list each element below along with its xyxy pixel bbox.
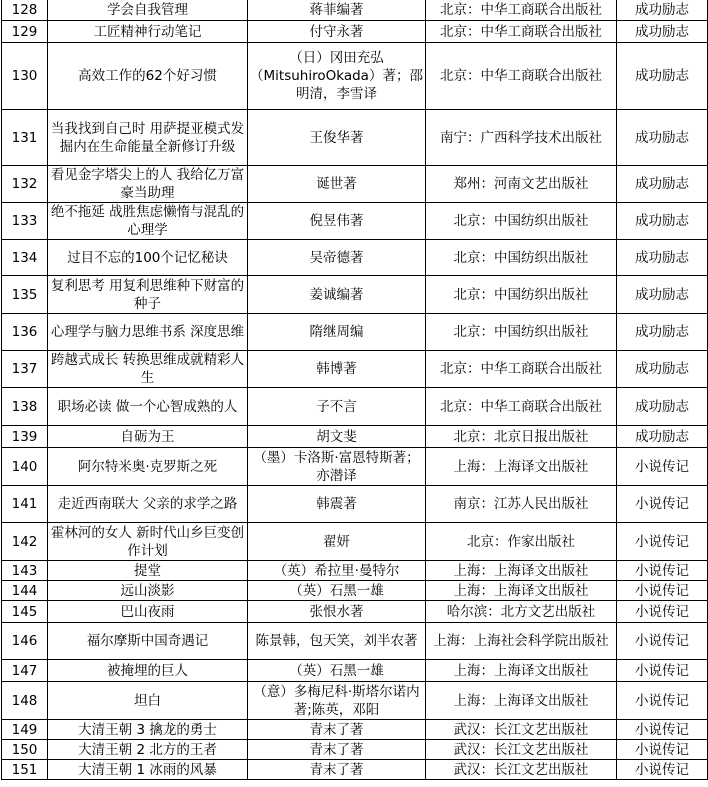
book-author: 青末了著	[248, 760, 426, 780]
table-row	[2, 21, 708, 43]
book-author: 翟妍	[248, 523, 426, 561]
table-row	[2, 0, 708, 21]
row-number: 134	[2, 240, 48, 276]
book-category: 小说传记	[617, 581, 708, 601]
row-number: 139	[2, 426, 48, 448]
table-row	[2, 166, 708, 203]
book-author: 青末了著	[248, 740, 426, 760]
table-row	[2, 276, 708, 314]
table-row	[2, 426, 708, 448]
book-title: 提堂	[48, 561, 248, 581]
book-author: 韩博著	[248, 351, 426, 388]
row-number: 136	[2, 314, 48, 351]
book-category: 成功励志	[617, 203, 708, 240]
book-author: 姜诚编著	[248, 276, 426, 314]
book-category: 成功励志	[617, 110, 708, 166]
table-row	[2, 240, 708, 276]
row-number: 128	[2, 0, 48, 21]
book-publisher: 郑州：河南文艺出版社	[426, 166, 617, 203]
book-publisher: 武汉：长江文艺出版社	[426, 740, 617, 760]
book-author: 隋继周编	[248, 314, 426, 351]
book-title: 当我找到自己时 用萨提亚模式发掘内在生命能量全新修订升级	[48, 110, 248, 166]
book-category: 小说传记	[617, 660, 708, 682]
book-title: 走近西南联大 父亲的求学之路	[48, 486, 248, 523]
row-number: 141	[2, 486, 48, 523]
book-category: 小说传记	[617, 720, 708, 740]
book-publisher: 南宁：广西科学技术出版社	[426, 110, 617, 166]
book-author: 韩震著	[248, 486, 426, 523]
row-number: 144	[2, 581, 48, 601]
row-number: 132	[2, 166, 48, 203]
row-number: 151	[2, 760, 48, 780]
book-category: 成功励志	[617, 166, 708, 203]
book-title: 霍林河的女人 新时代山乡巨变创作计划	[48, 523, 248, 561]
book-author: 子不言	[248, 388, 426, 426]
book-author: 胡文斐	[248, 426, 426, 448]
book-publisher: 北京：中华工商联合出版社	[426, 351, 617, 388]
book-category: 小说传记	[617, 561, 708, 581]
book-publisher: 北京：中华工商联合出版社	[426, 0, 617, 21]
book-title: 福尔摩斯中国奇遇记	[48, 623, 248, 660]
book-title: 大清王朝 3 擒龙的勇士	[48, 720, 248, 740]
book-author: 蒋菲编著	[248, 0, 426, 21]
book-publisher: 北京：中华工商联合出版社	[426, 43, 617, 110]
book-publisher: 上海：上海译文出版社	[426, 561, 617, 581]
book-author: 付守永著	[248, 21, 426, 43]
book-publisher: 北京：北京日报出版社	[426, 426, 617, 448]
book-category: 小说传记	[617, 623, 708, 660]
row-number: 142	[2, 523, 48, 561]
book-publisher: 上海：上海译文出版社	[426, 682, 617, 720]
book-publisher: 哈尔滨：北方文艺出版社	[426, 601, 617, 623]
book-author: 吴帝德著	[248, 240, 426, 276]
book-title: 巴山夜雨	[48, 601, 248, 623]
book-title: 被掩埋的巨人	[48, 660, 248, 682]
book-title: 复利思考 用复利思维种下财富的种子	[48, 276, 248, 314]
book-category: 成功励志	[617, 314, 708, 351]
book-publisher: 上海：上海译文出版社	[426, 581, 617, 601]
book-author: （英）石黑一雄	[248, 660, 426, 682]
book-title: 高效工作的62个好习惯	[48, 43, 248, 110]
book-category: 成功励志	[617, 43, 708, 110]
book-category: 成功励志	[617, 426, 708, 448]
row-number: 129	[2, 21, 48, 43]
book-title: 大清王朝 1 冰雨的风暴	[48, 760, 248, 780]
table-row	[2, 740, 708, 760]
book-publisher: 北京：中华工商联合出版社	[426, 388, 617, 426]
book-title: 看见金字塔尖上的人 我给亿万富豪当助理	[48, 166, 248, 203]
row-number: 135	[2, 276, 48, 314]
row-number: 130	[2, 43, 48, 110]
book-publisher: 北京：中华工商联合出版社	[426, 21, 617, 43]
book-title: 过目不忘的100个记忆秘诀	[48, 240, 248, 276]
row-number: 133	[2, 203, 48, 240]
book-title: 心理学与脑力思维书系 深度思维	[48, 314, 248, 351]
book-author: （意）多梅尼科·斯塔尔诺内著;陈英，邓阳	[248, 682, 426, 720]
book-author: 青末了著	[248, 720, 426, 740]
book-title: 坦白	[48, 682, 248, 720]
book-title: 大清王朝 2 北方的王者	[48, 740, 248, 760]
book-author: （英）石黑一雄	[248, 581, 426, 601]
table-row	[2, 486, 708, 523]
book-author: （英）希拉里·曼特尔	[248, 561, 426, 581]
book-publisher: 上海：上海社会科学院出版社	[426, 623, 617, 660]
book-category: 小说传记	[617, 760, 708, 780]
book-category: 成功励志	[617, 240, 708, 276]
book-title: 学会自我管理	[48, 0, 248, 21]
table-row	[2, 110, 708, 166]
book-category: 成功励志	[617, 276, 708, 314]
row-number: 146	[2, 623, 48, 660]
row-number: 143	[2, 561, 48, 581]
book-publisher: 上海：上海译文出版社	[426, 660, 617, 682]
book-category: 小说传记	[617, 682, 708, 720]
table-row	[2, 388, 708, 426]
table-row	[2, 581, 708, 601]
book-author: （墨）卡洛斯·富恩特斯著；亦潜译	[248, 448, 426, 486]
book-author: 诞世著	[248, 166, 426, 203]
book-category: 小说传记	[617, 601, 708, 623]
row-number: 138	[2, 388, 48, 426]
table-row	[2, 523, 708, 561]
book-publisher: 上海：上海译文出版社	[426, 448, 617, 486]
table-row	[2, 314, 708, 351]
book-title: 绝不拖延 战胜焦虑懒惰与混乱的心理学	[48, 203, 248, 240]
book-category: 成功励志	[617, 21, 708, 43]
table-row	[2, 720, 708, 740]
book-title: 职场必读 做一个心智成熟的人	[48, 388, 248, 426]
row-number: 137	[2, 351, 48, 388]
book-category: 成功励志	[617, 351, 708, 388]
row-number: 149	[2, 720, 48, 740]
book-category: 成功励志	[617, 0, 708, 21]
book-category: 小说传记	[617, 448, 708, 486]
row-number: 148	[2, 682, 48, 720]
row-number: 150	[2, 740, 48, 760]
book-title: 跨越式成长 转换思维成就精彩人生	[48, 351, 248, 388]
book-publisher: 北京：中国纺织出版社	[426, 276, 617, 314]
book-title: 自砺为王	[48, 426, 248, 448]
row-number: 140	[2, 448, 48, 486]
row-number: 147	[2, 660, 48, 682]
book-title: 阿尔特米奥·克罗斯之死	[48, 448, 248, 486]
table-row	[2, 660, 708, 682]
book-publisher: 北京：中国纺织出版社	[426, 314, 617, 351]
book-publisher: 武汉：长江文艺出版社	[426, 720, 617, 740]
book-author: 陈景韩，包天笑，刘半农著	[248, 623, 426, 660]
book-title: 工匠精神行动笔记	[48, 21, 248, 43]
book-category: 小说传记	[617, 486, 708, 523]
table-row	[2, 623, 708, 660]
book-category: 小说传记	[617, 523, 708, 561]
table-row	[2, 601, 708, 623]
table-row	[2, 561, 708, 581]
book-publisher: 武汉：长江文艺出版社	[426, 760, 617, 780]
book-category: 成功励志	[617, 388, 708, 426]
book-publisher: 北京：作家出版社	[426, 523, 617, 561]
book-author: 倪昱伟著	[248, 203, 426, 240]
book-author: （日）冈田充弘（MitsuhiroOkada）著；邵明清，李雪译	[248, 43, 426, 110]
book-author: 王俊华著	[248, 110, 426, 166]
row-number: 145	[2, 601, 48, 623]
table-row	[2, 351, 708, 388]
table-row	[2, 682, 708, 720]
table-row	[2, 203, 708, 240]
book-publisher: 北京：中国纺织出版社	[426, 240, 617, 276]
table-row	[2, 760, 708, 780]
book-publisher: 北京：中国纺织出版社	[426, 203, 617, 240]
row-number: 131	[2, 110, 48, 166]
book-title: 远山淡影	[48, 581, 248, 601]
book-author: 张恨水著	[248, 601, 426, 623]
table-row	[2, 43, 708, 110]
book-list-table	[1, 0, 708, 780]
book-category: 小说传记	[617, 740, 708, 760]
table-row	[2, 448, 708, 486]
book-publisher: 南京：江苏人民出版社	[426, 486, 617, 523]
